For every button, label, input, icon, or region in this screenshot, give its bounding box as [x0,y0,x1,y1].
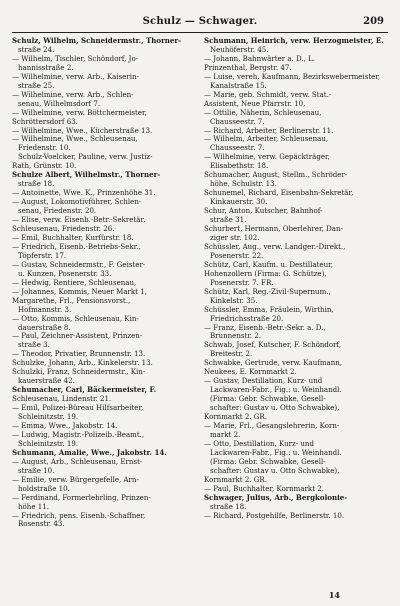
entry-line: straße 10. [18,466,55,475]
entry-line: (Firma: Gebr. Schwabke, Gesell- [210,395,326,404]
entry-line: — Otto, Kommis, Schleusenau, Kin- [12,314,139,323]
entry-line: — Wilhelmine, verw. Arb., Kaiserin- [12,72,139,81]
entry-line: Kanalstraße 15. [210,81,267,90]
entry-line: Rosenstr. 43. [18,520,65,529]
entry-line: Schütz, Carl, Kaufm. u. Destillateur, [204,260,333,269]
entry-line: straße 24. [18,45,55,54]
entry-line: — Friedrich, pens. Eisenb.-Schaffner, [12,511,146,520]
entry-line: Friedenstr. 10. [18,144,71,153]
entry-line: Schwager, Julius, Arb., Bergkolonie- [204,493,348,502]
entry-line: — Emma, Wwe., Jakobstr. 14. [12,421,118,430]
entry-line: schafter: Gustav u. Otto Schwabke), [210,404,340,413]
entry-line: — Ottilie, Näherin, Schleusenau, [204,108,322,117]
entry-line: — Johann, Bahnwärter a. D., L. [204,54,316,63]
entry-line: Hofmannstr. 3. [18,305,72,314]
entry-line: Brunnenstr. 2. [210,332,262,341]
page-header [12,16,388,33]
entry-line: Schurbert, Hermann, Oberlehrer, Dan- [204,225,343,234]
entry-line: Schulzke, Johann, Arb., Kinkelerstr. 13. [12,359,153,368]
entry-line: Rath, Grünstr. 10. [12,162,77,171]
entry-line: Schulz, Wilhelm, Schneidermstr., Thorner- [12,37,182,45]
entry-line: — Ferdinand, Formerlehrling, Prinzen- [12,493,151,502]
entry-line: Schumacher, August, Stellm., Schröder- [204,171,348,180]
entry-line: — Wilhelmine, Wwe., Schleusenau, [12,135,138,144]
entry-line: Schleinitzstr. 19. [18,413,79,422]
entry-line: Schütz, Karl, Reg.-Zivil-Supernum., [204,287,331,296]
entry-line: Lackwaren-Fabr., Fig.: u. Weinhandl. [210,386,342,395]
entry-line: Schumann, Amalie, Wwe., Jakobstr. 14. [12,448,167,457]
entry-line: Kinkauerstr. 30. [210,198,268,207]
running-title: Schulz — Schwager. [142,16,258,27]
entry-line: — Theodor, Privatier, Brunnenstr. 13. [12,350,146,359]
entry-line: — Emilie, verw. Bürgergefelle, Arn- [12,475,139,484]
entry-line: — Elise, verw. Eisenb.-Betr.-Sekretär, [12,216,146,225]
entry-line: hannisstraße 2. [18,63,74,72]
entry-line: straße 31. [210,216,247,225]
entry-line: Schröttersdorf 63. [12,117,78,126]
entry-line: Kinkelstr. 35. [210,296,258,305]
entry-line: höhe 11. [18,502,49,511]
entry-line: — Franz, Eisenb.-Betr.-Sekr. a. D., [204,323,326,332]
entry-line: — Otto, Destillation, Kurz- und [204,439,314,448]
entry-line: — August, Lokomotivführer, Schlen- [12,198,142,207]
entry-line: Margarethe, Frl., Pensionsvorst., [12,296,131,305]
entry-line: — Marie, Frl., Gesangslehrerin, Korn- [204,421,340,430]
entry-line: — Wilhelmine, verw. Arb., Schlen- [12,90,134,99]
entry-line: Töpferstr. 17. [18,251,67,260]
entry-line: Schur, Anton, Kutscher, Bahnhof- [204,207,323,216]
entry-line: Schleusenau, Lindenstr. 21. [12,395,112,404]
entry-line: — Marie, geb. Schmidt, verw. Stat.- [204,90,332,99]
entry-line: Schulze Albert, Wilhelmstr., Thorner- [12,171,161,180]
entry-line: Breitestr. 2. [210,350,253,359]
entry-line: — Luise, vereh. Kaufmann, Bezirkswebermeister, [204,72,381,81]
entry-line: Neukees, E. Kornmarkt 2. [204,368,297,377]
entry-line: markt 2. [210,430,241,439]
entry-line: Hohenzollern (Firma: G. Schütze), [204,269,327,278]
entry-line: Schleinitzstr. 19. [18,439,79,448]
entry-line: senau, Friedenstr. 20. [18,207,97,216]
page-number: 209 [363,16,384,27]
entry-line: — Emil, Polizei-Büreau Hilfsarbeiter, [12,404,144,413]
left-column [12,37,196,529]
footer-marker: 14 [328,590,340,600]
entry-line: — Paul, Zeichner-Assistent, Prinzen- [12,332,143,341]
entry-line: u. Kunzen, Posenerstr. 33. [18,269,112,278]
entry-line: Kornmarkt 2. GR. [204,475,267,484]
entry-line: — Ludwig, Magistr.-Polizeib.-Beamt., [12,430,145,439]
entry-line: — Wilhelmine, verw. Gepäckträger, [204,153,330,162]
entry-line: Schüssler, Emma, Fräulein, Wirthin, [204,305,334,314]
entry-line: — Gustav, Schneidermstr., F. Geister- [12,260,146,269]
entry-line: Neuhöferstr. 45. [210,45,269,54]
entry-line: — Wilhelm, Tischler, Schöndorf, Jo- [12,54,139,63]
entry-line: — Richard, Arbeiter, Berlinerstr. 11. [204,126,334,135]
entry-line: Schulzki, Franz, Schneidermstr., Kin- [12,368,146,377]
entry-line: — August, Arb., Schleusenau, Ernst- [12,457,143,466]
entry-line: Chausseestr. 7. [210,144,265,153]
entry-line: Schwabke, Gertrude, verw. Kaufmann, [204,359,343,368]
entry-line: Schleusenau, Friedenstr. 26. [12,225,115,234]
entry-line: straße 25. [18,81,55,90]
entry-line: — Emil, Buchhalter, Kurfürstr. 18. [12,233,134,242]
entry-line: — Friedrich, Eisenb.-Betriebs-Sekr., [12,242,141,251]
entry-line: — Johannes, Kommis, Neuer Markt 1, [12,287,147,296]
entry-line: — Antoinette, Wwe. K., Prinzenhöhe 31. [12,189,156,198]
entry-line: Posenerstr. 22. [210,251,264,260]
entry-line: Schumacher, Carl, Bäckermeister, F. [12,386,157,395]
entry-line: — Paul, Buchhalter, Kornmarkt 2. [204,484,324,493]
entry-line: höhe, Schulstr. 13. [210,180,277,189]
entry-line: senau, Wilhelmsdorf 7. [18,99,101,108]
entry-line: dauerstraße 8. [18,323,71,332]
entry-line: ziger str. 102. [210,233,260,242]
entry-line: — Richard, Postgehilfe, Berlinerstr. 10. [204,511,345,520]
entry-line: Prinzenthal, Bergstr. 47. [204,63,292,72]
entry-line: Schwab, Josef, Kutscher, F. Schöndorf, [204,341,342,350]
columns [12,37,388,529]
entry-line: straße 18. [18,180,55,189]
entry-line: schafter: Gustav u. Otto Schwabke), [210,466,340,475]
entry-line: Lackwaren-Fabr., Fig.: u. Weinhandl. [210,448,342,457]
entry-line: Elisabethstr. 18. [210,162,269,171]
entry-line: kauerstraße 42. [18,377,75,386]
entry-line: Schulz-Voelcker, Pauline, verw. Justiz- [18,153,153,162]
entry-line: Kornmarkt 2. GR. [204,413,267,422]
entry-line: — Wilhelmine, verw. Böttchermeister, [12,108,147,117]
entry-line: Assistent, Neue Pfarrstr. 10, [204,99,306,108]
entry-line: Schumann, Heinrich, verw. Herzogmeister, E. [204,37,384,45]
entry-line: Friedrichsstraße 20. [210,314,284,323]
entry-line: — Wilhelm, Arbeiter, Schleusenau, [204,135,329,144]
entry-line: holdstraße 10. [18,484,70,493]
right-column [204,37,388,529]
entry-line: — Wilhelmine, Wwe., Kücherstraße 13. [12,126,153,135]
entry-line: Schüssler, Aug., verw. Landger.-Direkt., [204,242,346,251]
entry-line: straße 3. [18,341,50,350]
entry-line: Schunemel, Richard, Eisenbahn-Sekretär, [204,189,354,198]
entry-line: (Firma: Gebr. Schwabke, Gesell- [210,457,326,466]
entry-line: — Hedwig, Rentiere, Schleusenau, [12,278,137,287]
entry-line: — Gustav, Destillation, Kurz- und [204,377,323,386]
entry-line: Posenerstr. 7. FR. [210,278,274,287]
entry-line: straße 18. [210,502,247,511]
entry-line: Chausseestr. 7. [210,117,265,126]
